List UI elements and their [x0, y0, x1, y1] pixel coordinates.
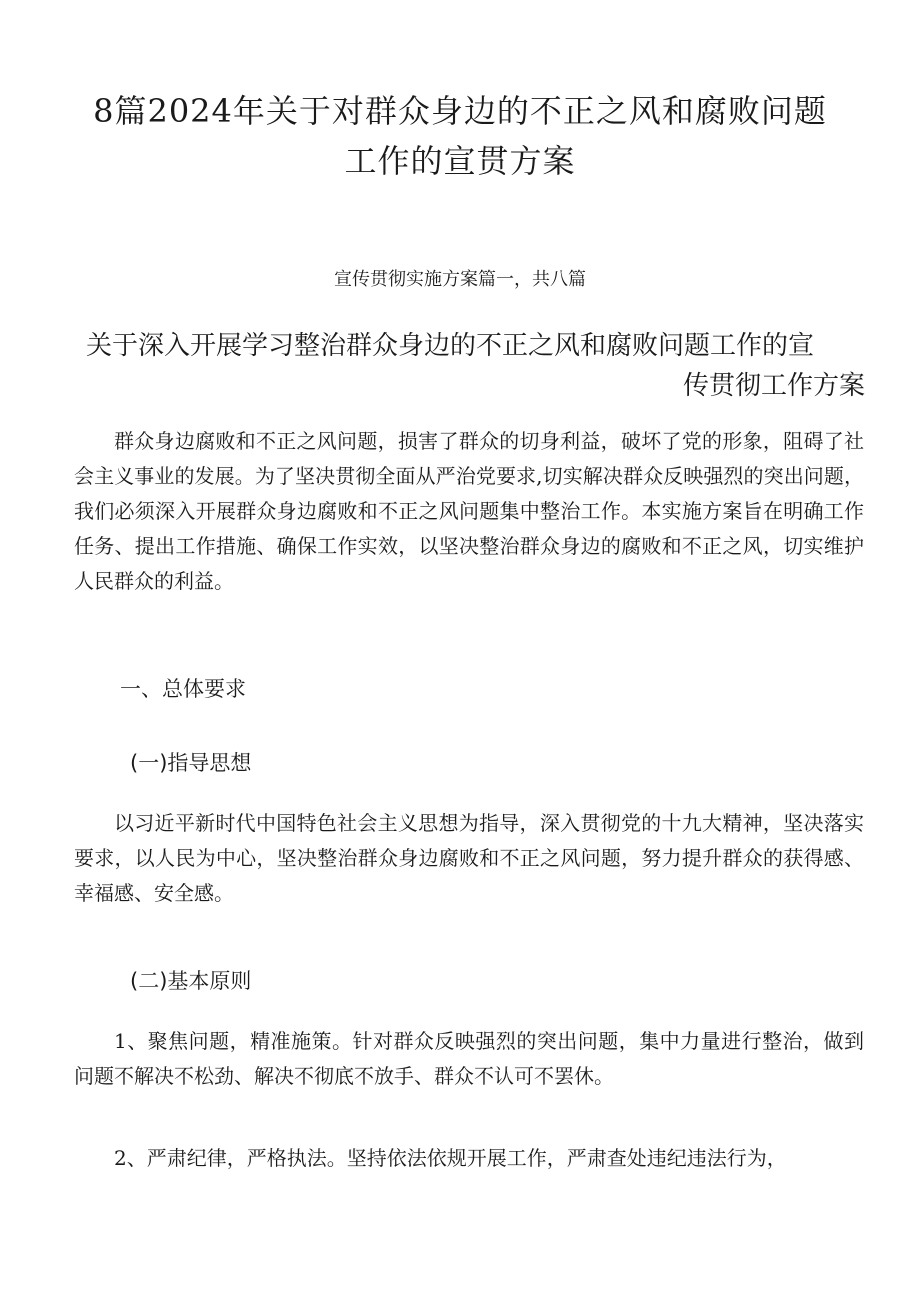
guiding-thought-paragraph: 以习近平新时代中国特色社会主义思想为指导，深入贯彻党的十九大精神，坚决落实要求，以人民为中心，坚决整治群众身边腐败和不正之风问题，努力提升群众的获得感、幸福感、安全感。 — [74, 811, 864, 905]
heading-guiding-thought: (一)指导思想 — [130, 751, 252, 775]
document-title-line2: 工作的宣贯方案 — [344, 142, 576, 180]
principle-1-paragraph: 1、聚焦问题，精准施策。针对群众反映强烈的突出问题，集中力量进行整治，做到问题不解决不松劲、解决不彻底不放手、群众不认可不罢休。 — [74, 1029, 864, 1088]
section-title-line2: 传贯彻工作方案 — [682, 371, 865, 401]
heading-overall-requirements: 一、总体要求 — [120, 677, 246, 701]
section-title — [70, 326, 865, 406]
document-title-line1: 8篇2024年关于对群众身边的不正之风和腐败问题 — [93, 92, 827, 130]
section-title-line1: 关于深入开展学习整治群众身边的不正之风和腐败问题工作的宣 — [86, 331, 815, 361]
intro-paragraph: 群众身边腐败和不正之风问题，损害了群众的切身利益，破坏了党的形象，阻碍了社会主义事业的发展。为了坚决贯彻全面从严治党要求,切实解决群众反映强烈的突出问题，我们必须深入开展群众身边腐败和不正之风问题集中整治工作。本实施方案旨在明确工作任务、提出工作措施、确保工作实效，以坚决整治群众身边的腐败和不正之风，切实维护人民群众的利益。 — [74, 429, 864, 593]
principle-2-paragraph: 2、严肃纪律，严格执法。坚持依法依规开展工作，严肃查处违纪违法行为， — [114, 1146, 787, 1170]
document-title — [60, 86, 860, 186]
document-subtitle: 宣传贯彻实施方案篇一，共八篇 — [334, 269, 586, 290]
heading-basic-principles: (二)基本原则 — [130, 969, 252, 993]
